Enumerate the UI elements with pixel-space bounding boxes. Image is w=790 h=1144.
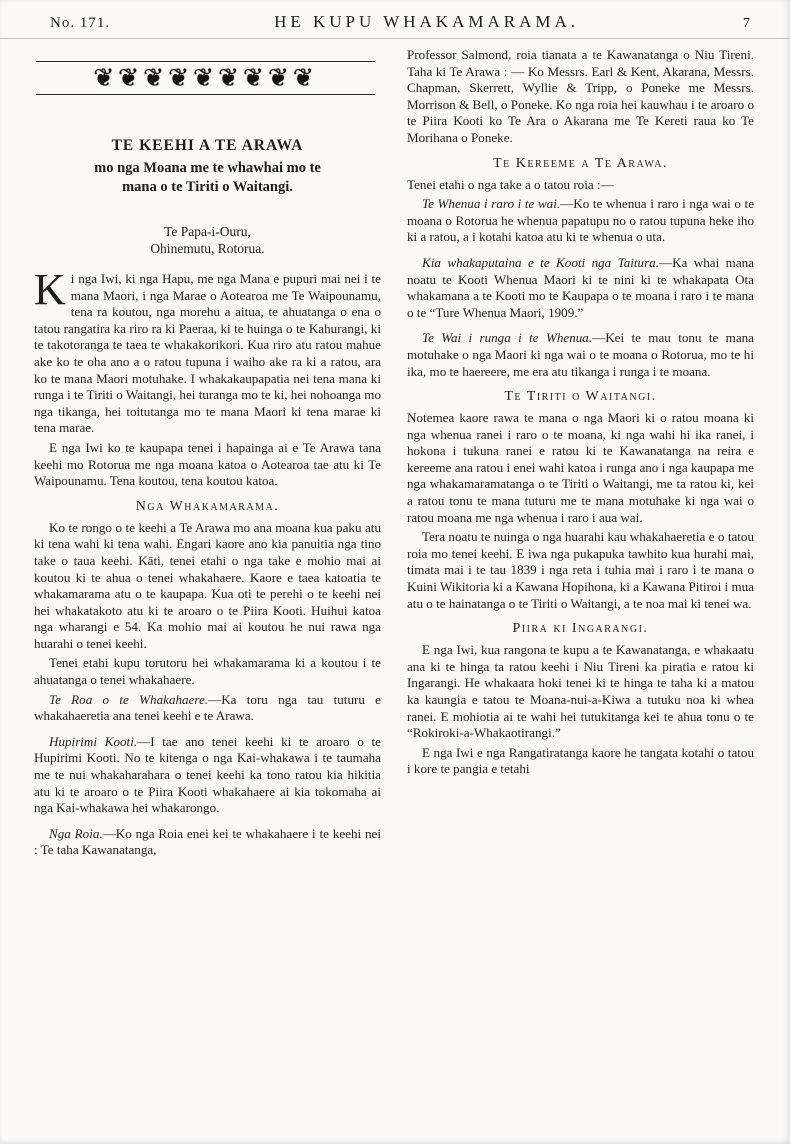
paragraph-text: —I tae ano tenei keehi ki te aroaro o te Hupirimi Kooti. No te kitenga o nga Kai-whakawa i te taumaha me te nui whakaharahara o tenei keehi ka tono ratou kia hikitia atu ki te aroaro o te Piira Kooti whakahaere ai kia tokomaha ai nga Kai-whakawa hei whakarongo.: [34, 733, 381, 816]
paragraph-text: —Ka whai mana noatu te Kooti Whenua Maori ki te nini ki te whakapata Ota whakamana a te Kooti mo te Kaupapa o te moana i raro i te mana o te “Ture Whenua Maori, 1909.”: [407, 254, 755, 320]
paragraph-lead: Te Whenua i raro i te wai.: [422, 196, 561, 212]
dateline-locality: Ohinemutu, Rotorua.: [150, 241, 265, 256]
article-subtitle-line2: mana o te Tiriti o Waitangi.: [122, 179, 293, 195]
masthead-title: HE KUPU WHAKAMARAMA.: [274, 12, 580, 31]
paragraph: E nga Iwi ko te kaupapa tenei i hapainga ai e Te Arawa tana keehi mo Rotorua me nga moana katoa o Aotearoa tae atu ki Te Waipounamu. Tena koutou, tena koutou katoa.: [34, 439, 381, 489]
issue-number: No. 171.: [50, 15, 111, 31]
paragraph: [34, 692, 381, 725]
paragraph-lead: Nga Roia.: [49, 825, 103, 841]
dateline-place: Te Papa-i-Ouru,: [164, 224, 251, 239]
paragraph-lead: Kia whakaputaina e te Kooti nga Taitura.: [422, 254, 659, 270]
paragraph-lead: Te Roa o te Whakahaere.: [49, 691, 209, 707]
paragraph: Tenei etahi kupu torutoru hei whakamarama ki a koutou i te ahuatanga o tenei whakahaere.: [34, 655, 381, 688]
drop-cap: K: [34, 265, 66, 314]
paragraph: E nga Iwi e nga Rangatiratanga kaore he tangata kotahi o tatou i kore te pangia e tetahi: [407, 744, 754, 777]
paragraph-text: —Ko te whenua i raro i nga wai o te moana o Rotorua he whenua papatupu no o ratou tupuna heke iho ki a ratou, a i kotahi katoa atu ki te whenua o uta.: [407, 196, 755, 245]
right-column: [407, 47, 754, 862]
page-header: [0, 0, 790, 39]
paragraph-text: —Ko nga Roia enei kei te whakahaere i te keehi nei : Te taha Kawanatanga,: [34, 825, 381, 858]
paragraph-lead: Hupirimi Kooti.: [49, 733, 138, 749]
section-heading: Te Kereeme a Te Arawa.: [493, 155, 668, 171]
paragraph: Tera noatu te nuinga o nga huarahi kau whakahaeretia e o tatou roia mo tenei keehi. E iwa nga pukapuka tawhito kua hurahi mai, timata mai i te tau 1839 i nga reta i tuhia mai i raro i te mana o Kuini Wikitoria ki a Kawana Hopihona, ki a Kawana Pitiroi i mua atu o te hainatanga o te Tiriti o Waitangi, a te noa mai ki tenei wa.: [407, 529, 754, 611]
paragraph: [34, 265, 381, 437]
article-title: TE KEEHI A TE ARAWA: [111, 137, 304, 154]
section-heading: Te Tiriti o Waitangi.: [504, 389, 657, 405]
two-column-body: [0, 39, 790, 862]
paragraph: [407, 196, 754, 246]
paragraph-text: i nga Iwi, ki nga Hapu, me nga Mana e pupuri mai nei i te mana Maori, i nga Marae o Aotearoa me Te Waipounamu, tena ra koutou, nga morehu a aitua, te ahuatanga o ena o tatou rangatira ka riro ra ki Paeraa, ki te huinga o te Kahurangi, ki te takotoranga te taea te whakakorikori. Kua riro atu ratou mahue ake ko te oha ano a o ratou tupuna i waiho ake ra ki a ratou, ara ko te mana Maori motuhake. I whakakaupapatia nei tena mana ki runga i te Tiriti o Waitangi, hei turanga mo te ki, hei nohoanga mo nga tikanga, hei toitutanga mo te mana Maori ki tena marae ki tena marae.: [34, 271, 381, 436]
decorative-fleuron-band: ❦❦❦❦❦❦❦❦❦: [36, 61, 375, 95]
paragraph: Notemea kaore rawa te mana o nga Maori ki o ratou moana ki nga whenua ranei i raro o te moana, ki nga wahi hi ika ranei, i hokona i tukuna ranei e ratou ki te Kawanatanga na reira e kereeme ana ratou i enei wahi katoa i runga ano i nga kaupapa me nga whakamaramatanga o te Tiriti o Waitangi, me ta ratou ki, kei a ratou tonu te mana tuturu me te mana motuhake ki nga wai o ratou moana me nga whenua i raro i aua wai.: [407, 410, 754, 525]
paragraph: Tenei etahi o nga take a o tatou roia :—: [407, 176, 614, 192]
paragraph: E nga Iwi, kua rangona te kupu a te Kawanatanga, e whakaatu ana ki te hinga ta ratou keehi i Niu Tireni ka piratia e ratou ki Ingarangi. He whakaara hoki tenei ki te hinga te taha ki a matou ka kaungia e tatou te Moana-nui-a-Kiwa a tutuku noa ki whea ranei. E mohiotia ai te wahi hei tutukitanga kei te ahua tonu o te “Rokiroki-a-Whakaotirangi.”: [407, 642, 754, 741]
section-heading: Nga Whakamarama.: [135, 498, 280, 514]
left-column: [34, 47, 381, 862]
section-heading: Piira ki Ingarangi.: [512, 621, 649, 637]
paragraph-text: —Ka toru nga tau tuturu e whakahaeretia ana tenei keehi e te Arawa.: [34, 691, 381, 724]
paragraph: Professor Salmond, roia tianata a te Kawanatanga o Niu Tireni. Taha ki Te Arawa : — Ko Messrs. Earl & Kent, Akarana, Messrs. Chapman, Skerrett, Wyllie & Tripp, o Poneke me Messrs. Morrison & Bell, o Poneke. Ko nga roia hei kauwhau i te aroaro o te Piira Kooti ko Te Ara o Akarana me Te Kereti raua ko Te Morihana o Poneke.: [407, 47, 754, 145]
paragraph: [34, 826, 381, 859]
page-number: 7: [742, 16, 750, 31]
paragraph: [407, 330, 754, 380]
paragraph: [34, 734, 381, 817]
paragraph-text: —Kei te mau tonu te mana motuhake o nga Maori ki nga wai o te moana o Rotorua, mo te hi ika, mo te haereere, me era atu tikanga i runga i te moana.: [407, 330, 754, 379]
paragraph: [407, 255, 754, 321]
paragraph: Ko te rongo o te keehi a Te Arawa mo ana moana kua paku atu ki tena wahi ki tena wahi. Engari kaore ano kia panuitia nga tino take o taua keehi. Kāti, tenei etahi o nga take e mohio mai ai koutou ki te ahua o tenei whakahaere. Kaore e taea katoatia te whakamarama atu o te kaupapa. Kua oti te perehi o te keehi nei hei whakatakoto atu ki te aroaro o te Piira Kooti. Huihui katoa nga wharangi e 54. Ka mohio mai ai koutou he nui rawa nga huarahi o tenei keehi.: [34, 519, 381, 651]
article-subtitle-line1: mo nga Moana me te whawhai mo te: [94, 160, 321, 176]
dateline: [34, 223, 381, 257]
paragraph-lead: Te Wai i runga i te Whenua.: [422, 330, 593, 346]
